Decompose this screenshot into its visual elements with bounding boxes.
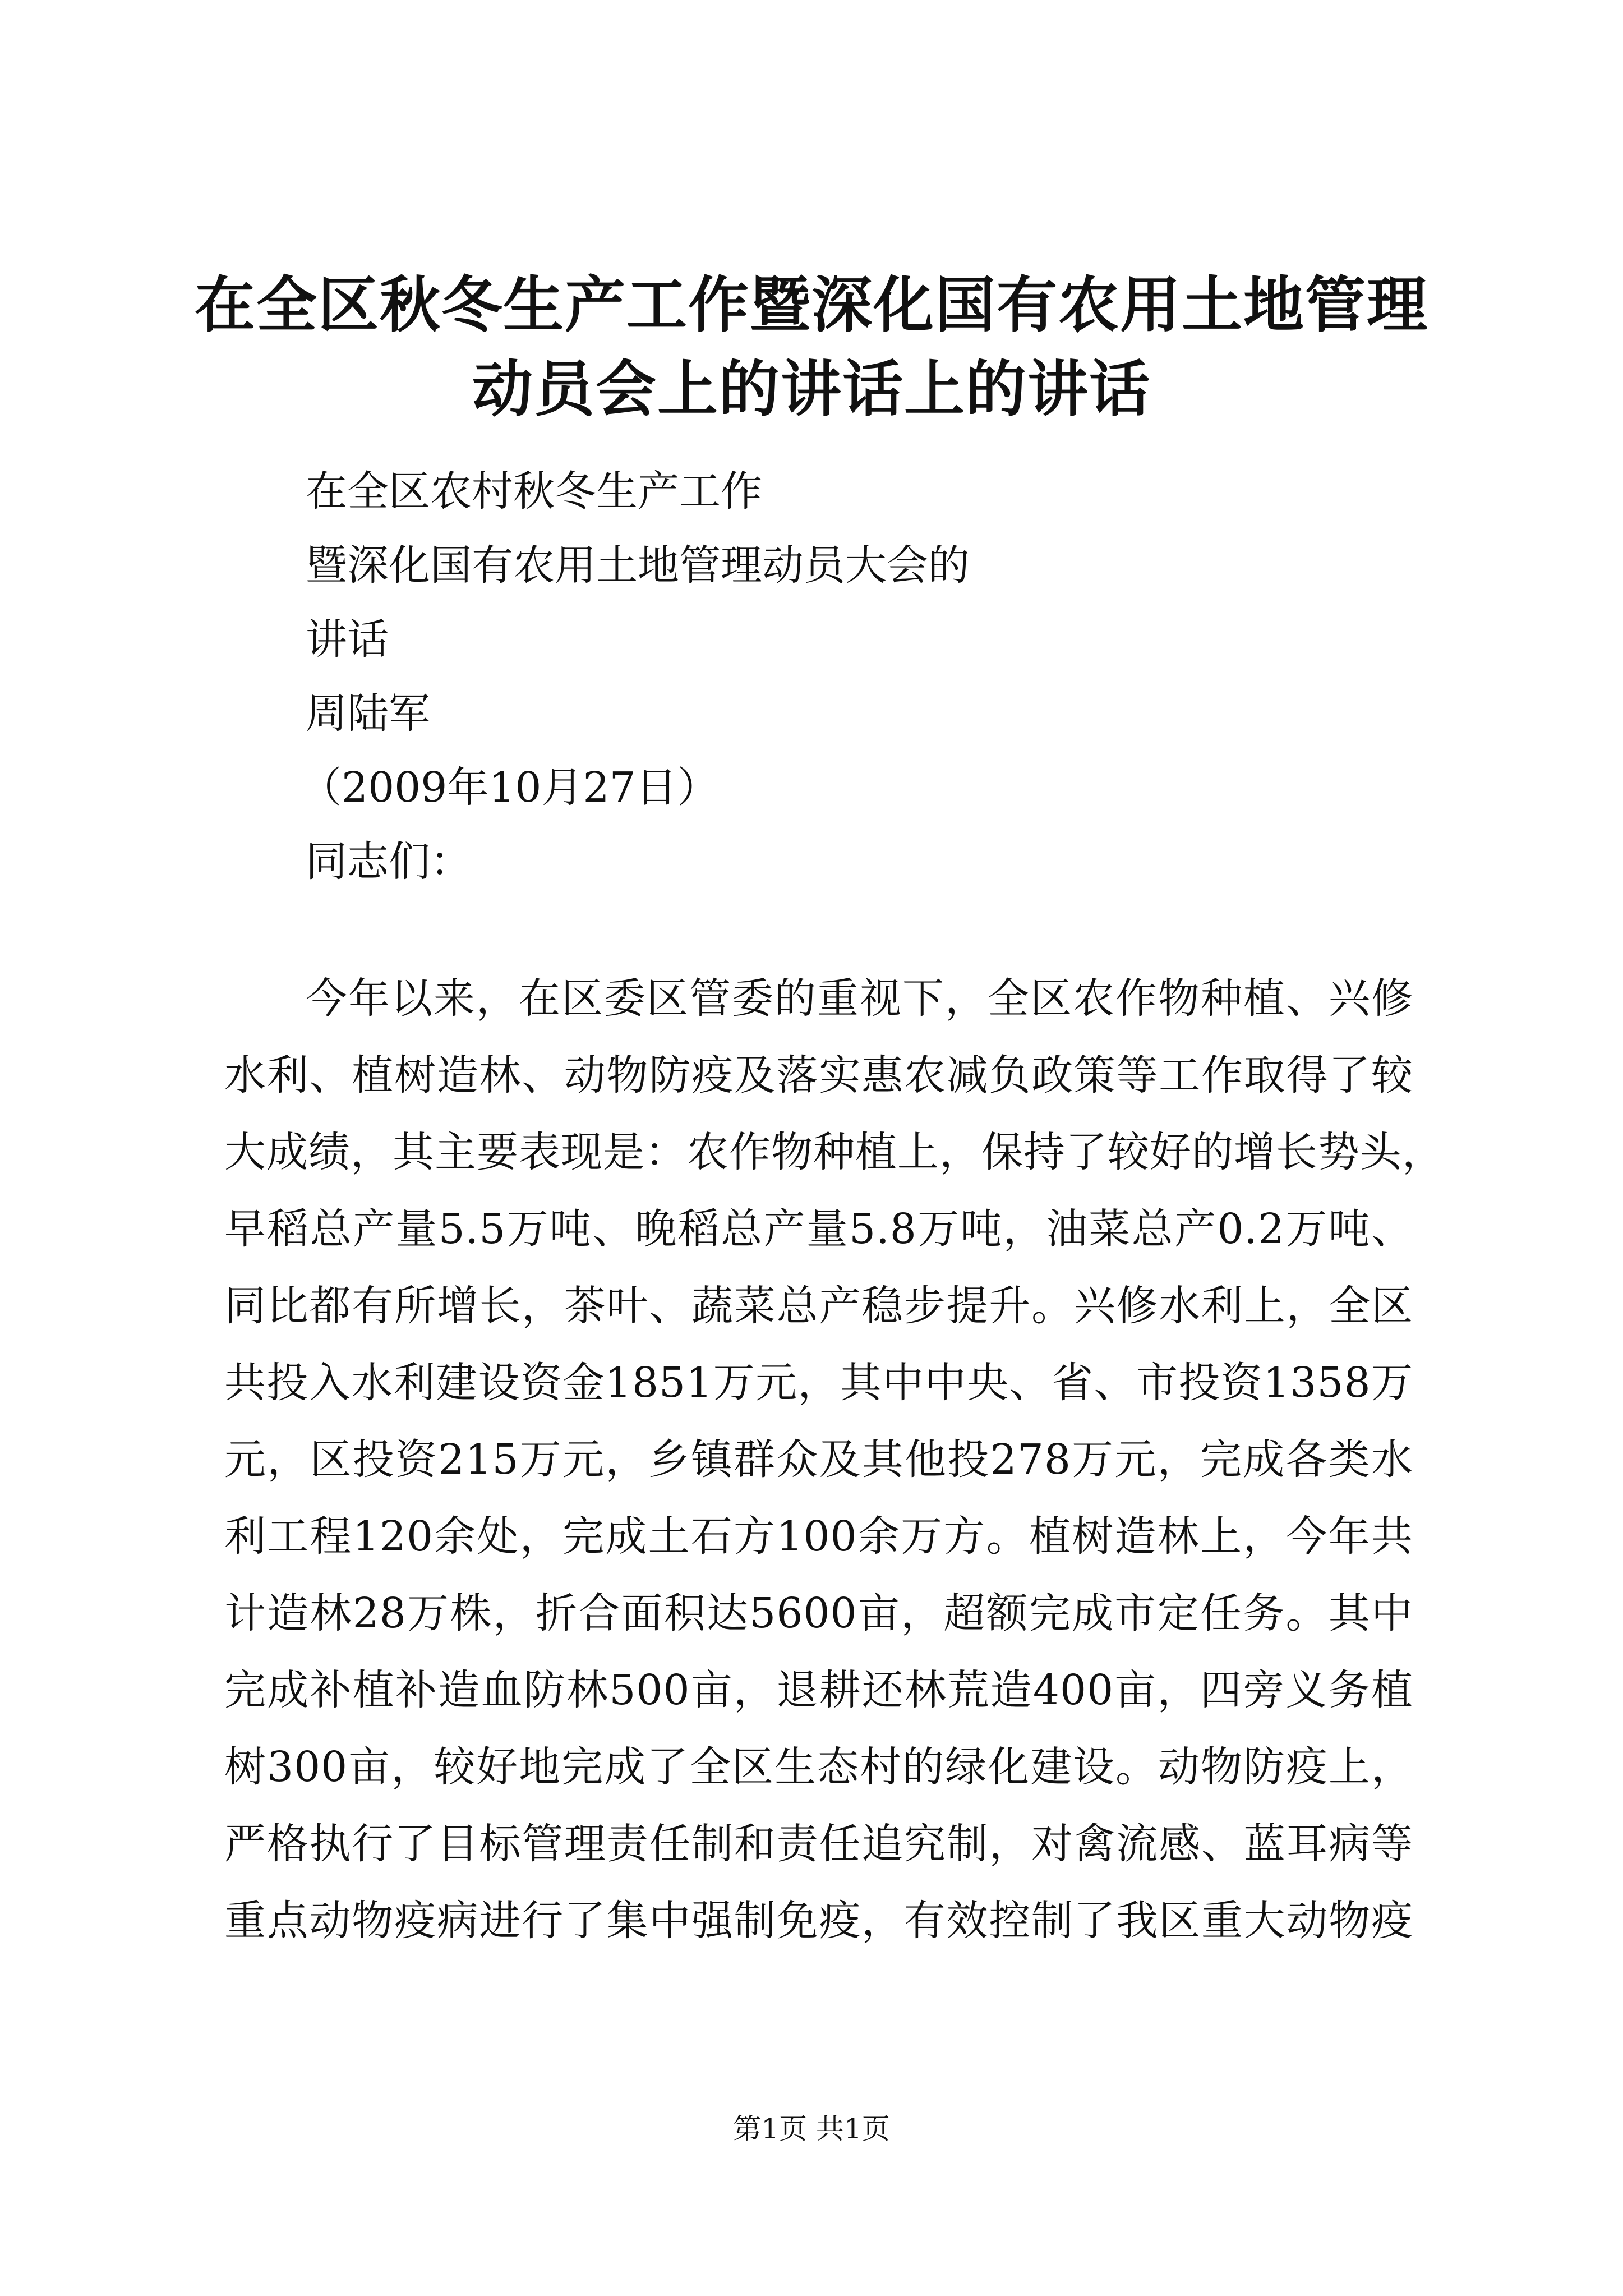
title-line-2: 动员会上的讲话上的讲话	[472, 355, 1151, 425]
salutation: 同志们：	[306, 838, 472, 886]
body-line: 严格执行了目标管理责任制和责任追究制，对禽流感、蓝耳病等	[224, 1820, 1413, 1868]
body-line: 早稻总产量5.5万吨、晚稻总产量5.8万吨，油菜总产0.2万吨、	[224, 1205, 1413, 1253]
speech-heading-block	[300, 454, 970, 899]
title-line-1: 在全区秋冬生产工作暨深化国有农用土地管理	[194, 270, 1428, 341]
body-paragraph	[224, 960, 1444, 1959]
body-line: 大成绩，其主要表现是：农作物种植上，保持了较好的增长势头，	[224, 1128, 1444, 1176]
body-line: 今年以来，在区委区管委的重视下，全区农作物种植、兴修	[306, 974, 1413, 1023]
body-line: 利工程120余处，完成土石方100余万方。植树造林上，今年共	[224, 1512, 1413, 1561]
body-line: 计造林28万株，折合面积达5600亩，超额完成市定任务。其中	[224, 1589, 1413, 1637]
body-line: 元，区投资215万元，乡镇群众及其他投278万元，完成各类水	[224, 1435, 1413, 1484]
document-title	[140, 264, 1483, 432]
body-line: 完成补植补造血防林500亩，退耕还林荒造400亩，四旁义务植	[224, 1666, 1413, 1714]
body-line: 同比都有所增长，茶叶、蔬菜总产稳步提升。兴修水利上，全区	[224, 1282, 1413, 1330]
body-line: 水利、植树造林、动物防疫及落实惠农减负政策等工作取得了较	[224, 1051, 1413, 1099]
page-footer: 第1页 共1页	[733, 2113, 890, 2145]
speech-date: （2009年10月27日）	[300, 763, 719, 812]
body-line: 共投入水利建设资金1851万元，其中中央、省、市投资1358万	[224, 1359, 1413, 1407]
speech-label: 讲话	[306, 615, 389, 664]
meeting-name-line-1: 在全区农村秋冬生产工作	[306, 467, 762, 516]
body-line: 重点动物疫病进行了集中强制免疫，有效控制了我区重大动物疫	[224, 1897, 1413, 1945]
body-line: 树300亩，较好地完成了全区生态村的绿化建设。动物防疫上，	[224, 1743, 1413, 1791]
speaker-name: 周陆军	[306, 689, 430, 738]
meeting-name-line-2: 暨深化国有农用土地管理动员大会的	[306, 541, 970, 590]
